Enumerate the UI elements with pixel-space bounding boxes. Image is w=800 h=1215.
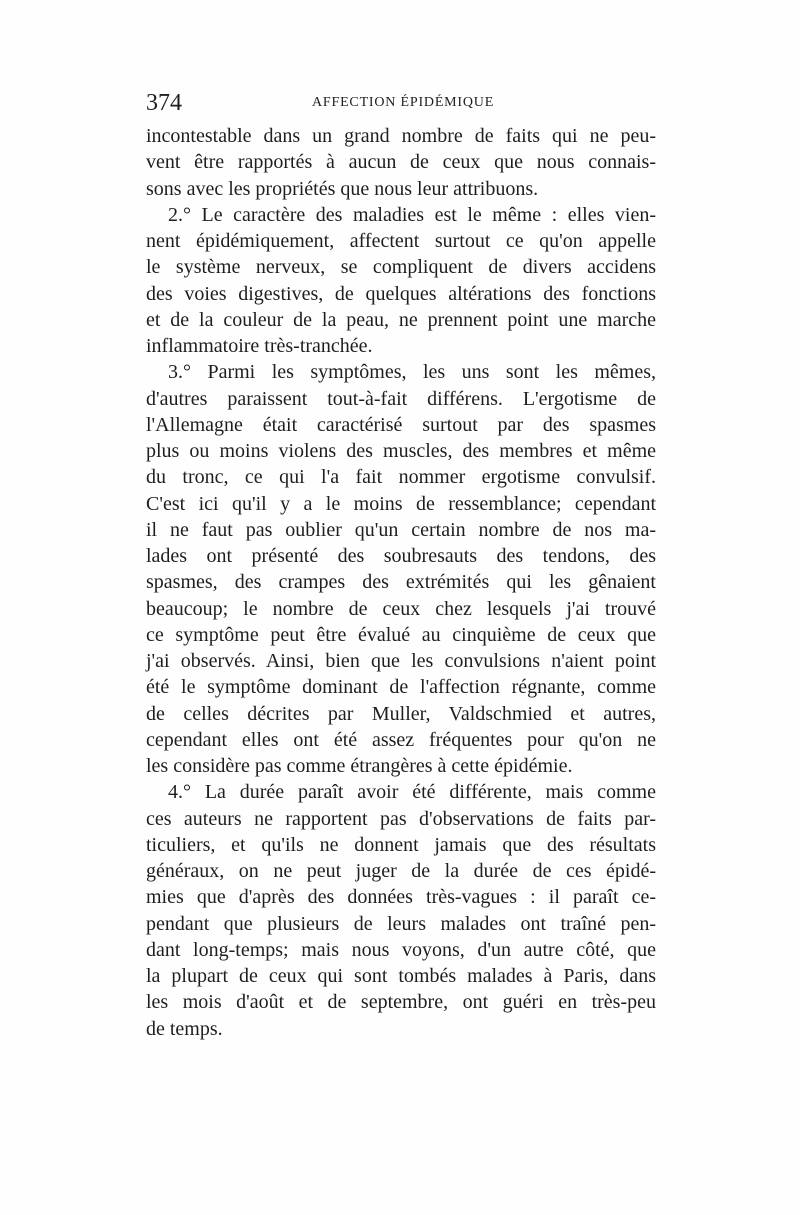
text-line: ticuliers, et qu'ils ne donnent jamais que des résultats [146, 833, 656, 856]
text-line: 4.° La durée paraît avoir été différente, mais comme [168, 781, 656, 804]
text-line: le système nerveux, se compliquent de divers accidens [146, 256, 656, 279]
page-number: 374 [146, 90, 182, 116]
text-line: 2.° Le caractère des maladies est le même : elles vien- [168, 203, 656, 226]
text-line: vent être rapportés à aucun de ceux que nous connais- [146, 151, 656, 174]
text-line: généraux, on ne peut juger de la durée de ces épidé- [146, 860, 656, 882]
page-header [146, 88, 656, 118]
text-line: C'est ici qu'il y a le moins de ressemblance; cependant [146, 492, 656, 515]
text-line: et de la couleur de la peau, ne prennent point une marche [146, 308, 656, 331]
text-line: été le symptôme dominant de l'affection régnante, comme [146, 676, 656, 699]
text-line: les mois d'août et de septembre, ont guéri en très-peu [146, 991, 656, 1014]
text-line: 3.° Parmi les symptômes, les uns sont les mêmes, [168, 361, 656, 384]
text-line: j'ai observés. Ainsi, bien que les convulsions n'aient point [146, 650, 656, 672]
body-text [146, 123, 656, 1042]
text-line: inflammatoire très-tranchée. [146, 335, 373, 357]
text-line: il ne faut pas oublier qu'un certain nombre de nos ma- [146, 518, 656, 541]
text-line: sons avec les propriétés que nous leur attribuons. [146, 177, 539, 200]
text-line: d'autres paraissent tout-à-fait différens. L'ergotisme de [146, 387, 656, 410]
text-line: spasmes, des crampes des extrémités qui les gênaient [146, 571, 656, 594]
text-line: cependant elles ont été assez fréquentes pour qu'on ne [146, 728, 656, 751]
text-line: des voies digestives, de quelques altérations des fonctions [146, 282, 656, 305]
text-line: dant long-temps; mais nous voyons, d'un autre côté, que [146, 938, 656, 961]
text-line: mies que d'après des données très-vagues : il paraît ce- [146, 886, 656, 909]
text-line: de celles décrites par Muller, Valdschmied et autres, [146, 702, 656, 725]
text-line: nent épidémiquement, affectent surtout ce qu'on appelle [146, 230, 656, 252]
text-line: la plupart de ceux qui sont tombés malades à Paris, dans [146, 965, 656, 987]
text-line: plus ou moins violens des muscles, des membres et même [146, 440, 656, 462]
text-line: incontestable dans un grand nombre de faits qui ne peu- [146, 125, 656, 147]
text-line: beaucoup; le nombre de ceux chez lesquels j'ai trouvé [146, 597, 656, 620]
text-line: de temps. [146, 1017, 223, 1040]
text-line: pendant que plusieurs de leurs malades ont traîné pen- [146, 912, 656, 935]
text-line: du tronc, ce qui l'a fait nommer ergotisme convulsif. [146, 466, 656, 489]
text-line: l'Allemagne était caractérisé surtout par des spasmes [146, 413, 656, 436]
text-line: les considère pas comme étrangères à cette épidémie. [146, 755, 573, 777]
text-line: ce symptôme peut être évalué au cinquième de ceux que [146, 623, 656, 646]
text-line: lades ont présenté des soubresauts des tendons, des [146, 545, 656, 567]
running-head: AFFECTION ÉPIDÉMIQUE [312, 95, 495, 110]
text-line: ces auteurs ne rapportent pas d'observations de faits par- [146, 807, 656, 830]
